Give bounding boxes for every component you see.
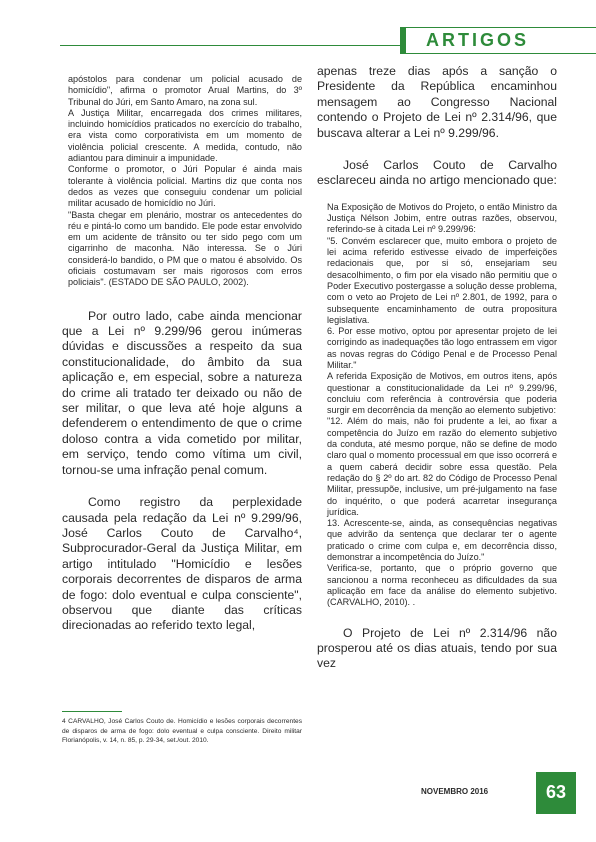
quote-paragraph: apóstolos para condenar um policial acusado de homicídio", afirma o promotor Arual Martins, do 3º Tribunal do Júri, em Santo Amaro, na zona sul. bbox=[68, 74, 302, 107]
quote-paragraph: "12. Além do mais, não foi prudente a lei, ao fixar a competência do Juízo em razão do elemento subjetivo da conduta, até mesmo porque, não se define de modo claro qual o momento processual em que isso ocorrerá e a quem caberá decidir sobre essa questão. Pela redação do § 2º do art. 82 do Código de Processo Penal Militar, pressupõe, inclusive, um pré-julgamento na fase do inquérito, o que poderá acarretar insegurança jurídica. bbox=[327, 416, 557, 517]
block-quote-left bbox=[62, 74, 302, 289]
page-number: 63 bbox=[545, 782, 567, 802]
footnote: 4 CARVALHO, José Carlos Couto de. Homicídio e lesões corporais decorrentes de disparos de arma de fogo: dolo eventual e culpa consciente. Direito militar Florianópolis, v. 14, n. 85, p. 29-34, set./out. 2010. bbox=[62, 718, 302, 745]
block-quote-right bbox=[317, 202, 557, 609]
quote-paragraph: Conforme o promotor, o Júri Popular é ainda mais tolerante à violência policial. Martins diz que conta nos dedos as vezes que conseguiu condenar um policial militar acusado de homicídio no Júri. bbox=[68, 164, 302, 209]
page-number-box bbox=[536, 772, 576, 814]
quote-paragraph: A referida Exposição de Motivos, em outros itens, após questionar a constitucionalidade da Lei nº 9.299/96, concluiu com referência à controvérsia que poderia surgir em decorrência da menção ao elemento subjetivo: bbox=[327, 371, 557, 416]
left-column bbox=[62, 64, 302, 634]
quote-paragraph: "Basta chegar em plenário, mostrar os antecedentes do réu e pintá-lo como um bandido. Ele pode estar envolvido em um acidente de trânsito ou ter sido pego com um cigarrinho de maconha. Não interessa. Se o Júri considerá-lo bandido, o PM que o matou é absolvido. Os oficiais costumavam ser mais rigorosos com erros policiais". (ESTADO DE SÃO PAULO, 2002). bbox=[68, 209, 302, 288]
header-rule bbox=[60, 45, 400, 46]
quote-paragraph: Na Exposição de Motivos do Projeto, o então Ministro da Justiça Nélson Jobim, entre outras razões, observou, referindo-se à citada Lei nº 9.299/96: bbox=[327, 201, 557, 235]
footnote-rule bbox=[62, 711, 122, 712]
quote-paragraph: Verifica-se, portanto, que o próprio governo que sancionou a norma reconheceu as dificuldades da sua aplicação em face da análise do elemento subjetivo. (CARVALHO, 2010). . bbox=[327, 563, 557, 608]
quote-paragraph: 6. Por esse motivo, optou por apresentar projeto de lei corrigindo as inadequações tão logo entrassem em vigor as novas regras do Código Penal e de Processo Penal Militar." bbox=[327, 326, 557, 370]
body-paragraph: O Projeto de Lei nº 2.314/96 não prosperou até os dias atuais, tendo por sua vez bbox=[317, 625, 557, 671]
body-paragraph: José Carlos Couto de Carvalho esclareceu ainda no artigo mencionado que: bbox=[317, 158, 557, 188]
quote-paragraph: A Justiça Militar, encarregada dos crimes militares, incluindo homicídios praticados no exercício do trabalho, era vista como corporativista em um momento de violência policial crescente. A medida, contudo, não adiantou para diminuir a impunidade. bbox=[68, 107, 302, 164]
footer-date: NOVEMBRO 2016 bbox=[421, 787, 489, 796]
quote-paragraph: "5. Convém esclarecer que, muito embora o projeto de lei acima referido estivesse eivado de imperfeições redacionais que, por si só, ensejariam seu desacolhimento, o fim por ela visado não permitiu que o Poder Executivo postergasse a solução desse problema, com o veto ao Projeto de Lei nº 2.801, de 1992, para o subsequente encaminhamento de outra propositura legislativa. bbox=[327, 235, 557, 325]
body-paragraph: apenas treze dias após a sanção o Presidente da República encaminhou mensagem ao Congresso Nacional contendo o Projeto de Lei nº 2.314/96, que buscava alterar a Lei nº 9.299/96. bbox=[317, 64, 557, 140]
right-column bbox=[317, 64, 557, 672]
section-title: ARTIGOS bbox=[426, 30, 530, 50]
body-paragraph: Por outro lado, cabe ainda mencionar que a Lei nº 9.299/96 gerou inúmeras dúvidas e discussões a respeito da sua constitucionalidade, do âmbito da sua aplicação e, em especial, sobre a natureza do crime ali tratado ter deixado ou não de ser militar, o que leva até hoje alguns a defenderem o entendimento de que o crime doloso contra a vida cometido por militar, em serviço, tendo como vítima um civil, tornou-se uma infração penal comum. bbox=[62, 308, 302, 477]
body-paragraph: Como registro da perplexidade causada pela redação da Lei nº 9.299/96, José Carlos Couto de Carvalho⁴, Subprocurador-Geral da Justiça Militar, em artigo intitulado "Homicídio e lesões corporais decorrentes de disparos de arma de fogo: dolo eventual e culpa consciente", observou que diante das críticas direcionadas ao referido texto legal, bbox=[62, 495, 302, 633]
section-tag bbox=[400, 27, 596, 54]
quote-paragraph: 13. Acrescente-se, ainda, as consequências negativas que advirão da sentença que declarar ter o agente praticado o crime com culpa e, em decorrência disso, demonstrar a incompetência do Juízo." bbox=[327, 518, 557, 563]
